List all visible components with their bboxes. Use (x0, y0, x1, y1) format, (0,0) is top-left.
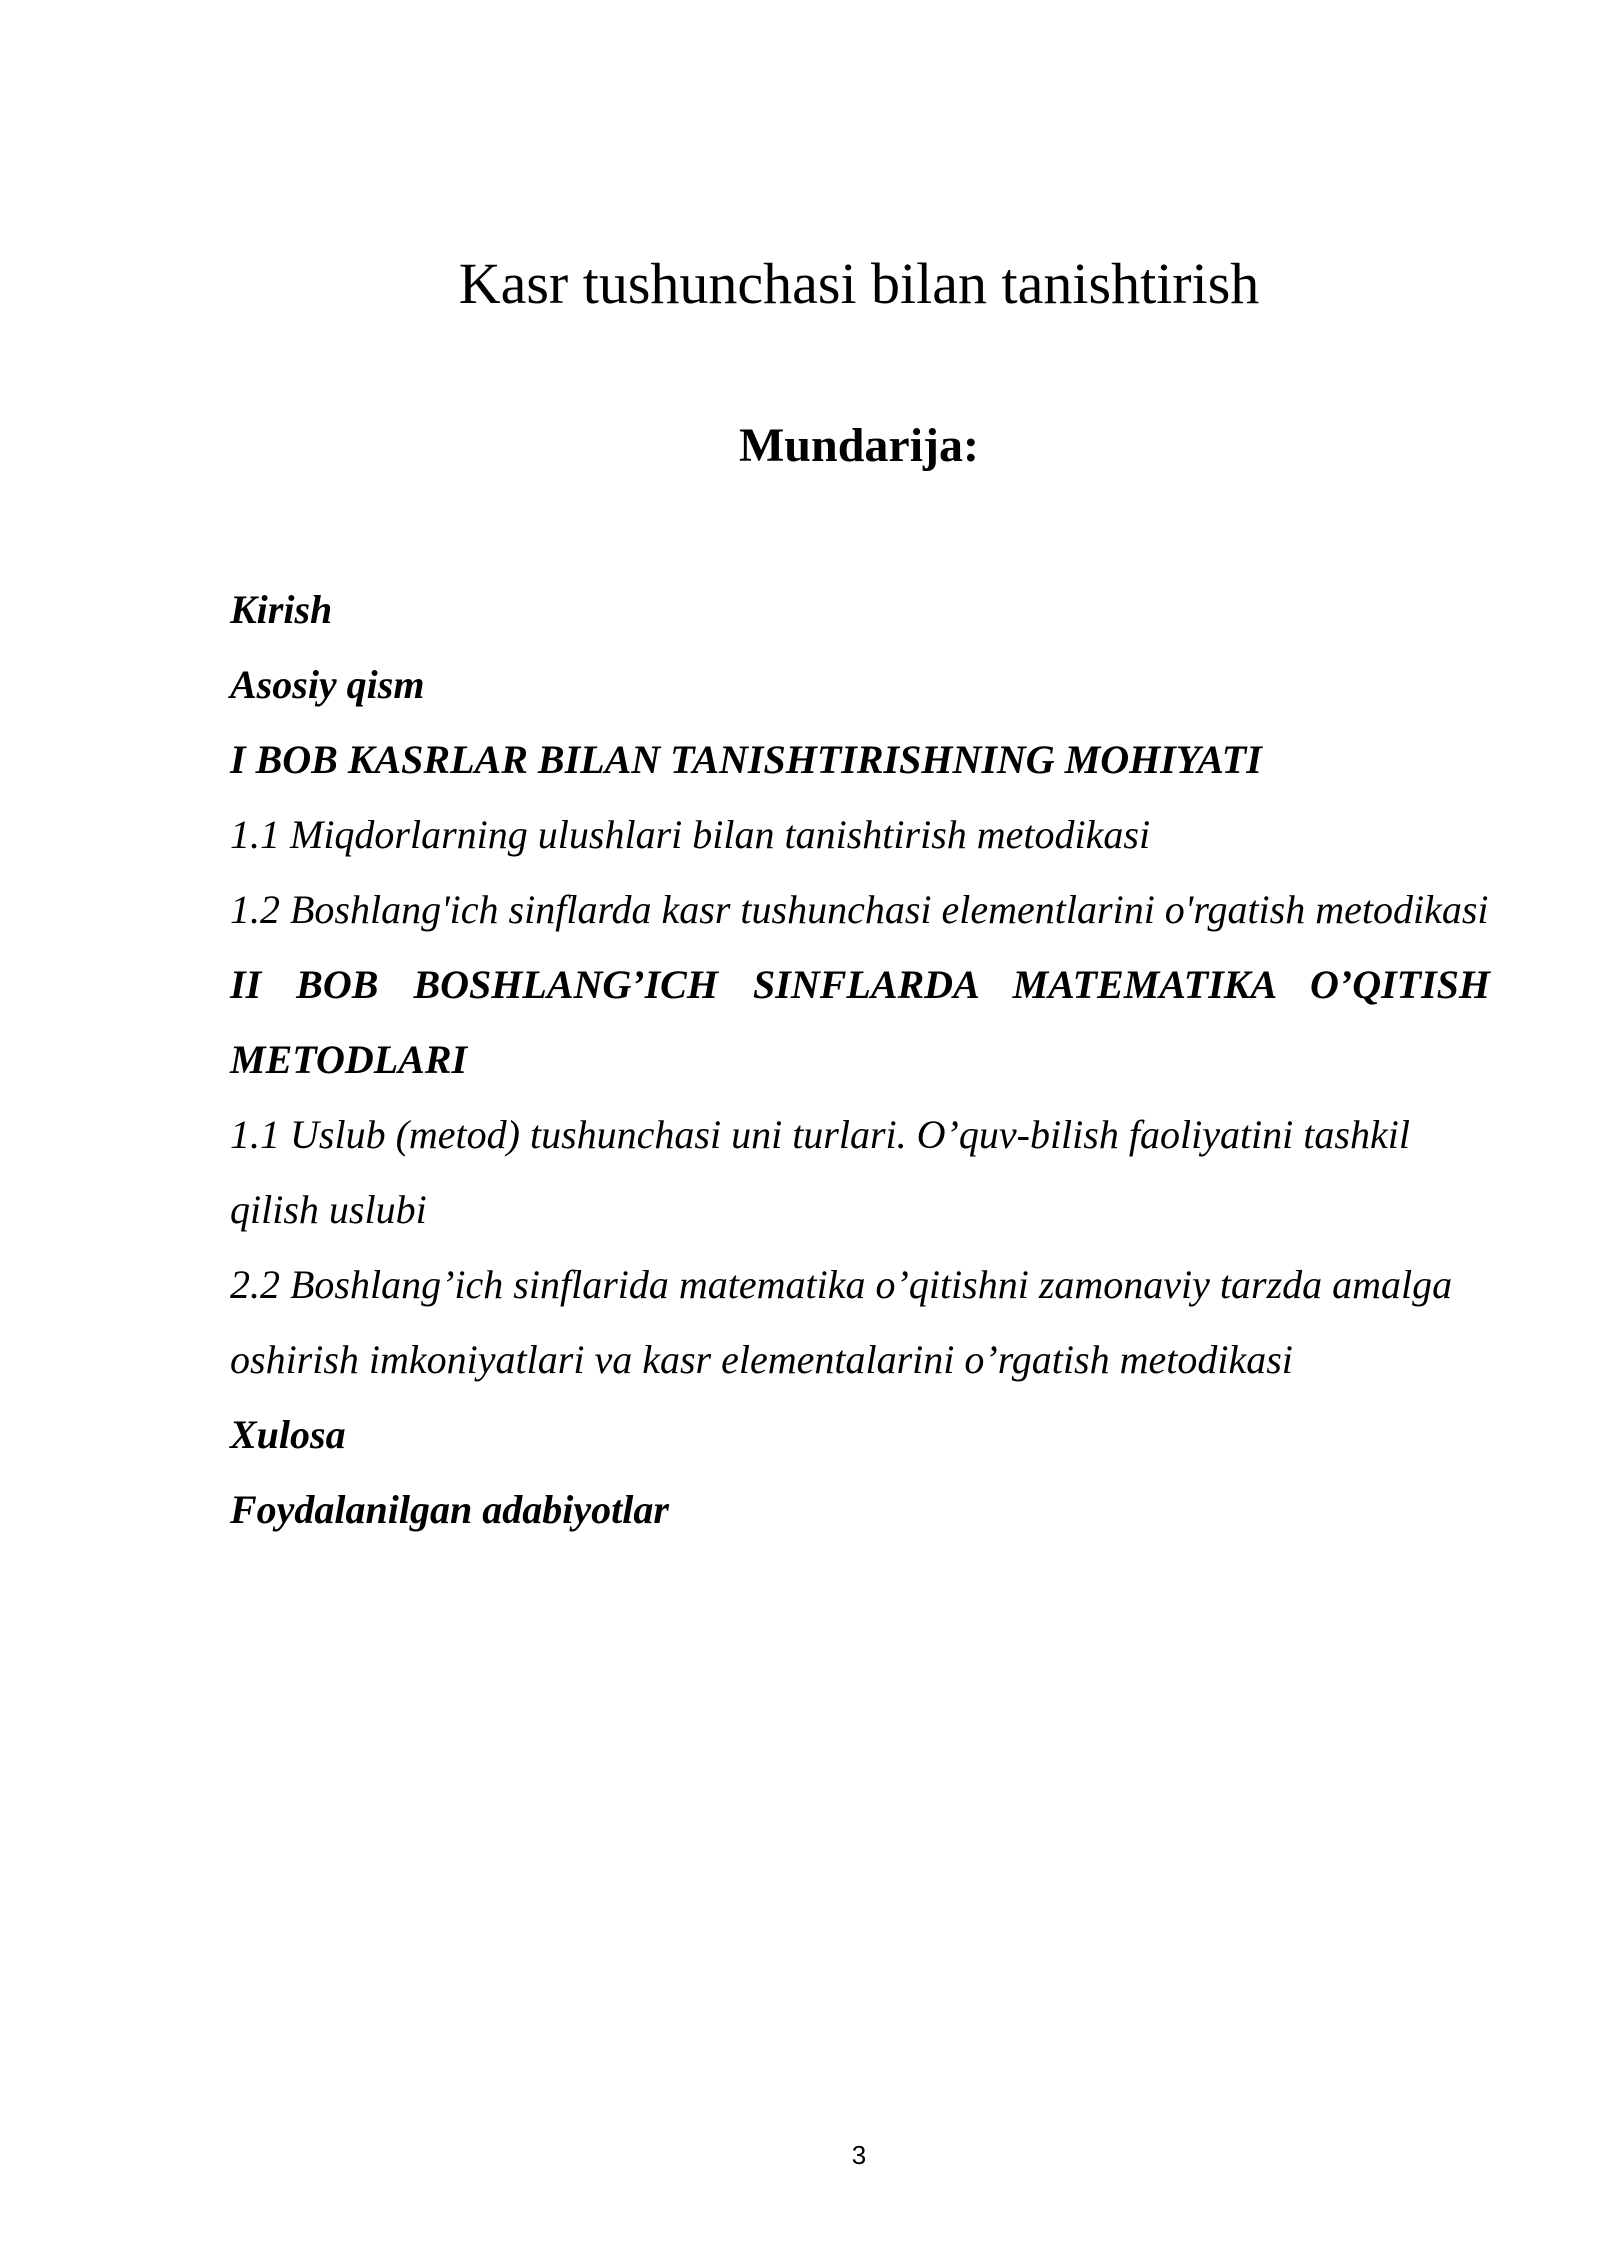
toc-item-xulosa: Xulosa (230, 1412, 346, 1457)
toc-item-chapter-2: II BOB BOSHLANG’ICH SINFLARDA MATEMATIKA O’QITISH METODLARI (230, 962, 1490, 1082)
toc-heading: Mundarija: (739, 419, 979, 472)
table-of-contents (230, 572, 1490, 1547)
toc-item-section-1-1: 1.1 Miqdorlarning ulushlari bilan tanishtirish metodikasi (230, 812, 1151, 857)
toc-item-kirish: Kirish (230, 587, 333, 632)
toc-item-section-2-1: 1.1 Uslub (metod) tushunchasi uni turlari. O’quv-bilish faoliyatini tashkil qilish uslubi (230, 1112, 1410, 1232)
toc-item-chapter-1: I BOB KASRLAR BILAN TANISHTIRISHNING MOHIYATI (230, 737, 1262, 782)
toc-item-asosiy-qism: Asosiy qism (230, 662, 425, 707)
page-number: 3 (851, 2140, 867, 2170)
document-title: Kasr tushunchasi bilan tanishtirish (458, 251, 1260, 316)
toc-item-references: Foydalanilgan adabiyotlar (230, 1487, 669, 1532)
toc-item-section-1-2: 1.2 Boshlang'ich sinflarda kasr tushunchasi elementlarini o'rgatish metodikasi (230, 887, 1489, 932)
toc-item-section-2-2: 2.2 Boshlang’ich sinflarida matematika o’qitishni zamonaviy tarzda amalga oshirish imkoniyatlari va kasr elementalarini o’rgatish metodikasi (230, 1262, 1453, 1382)
